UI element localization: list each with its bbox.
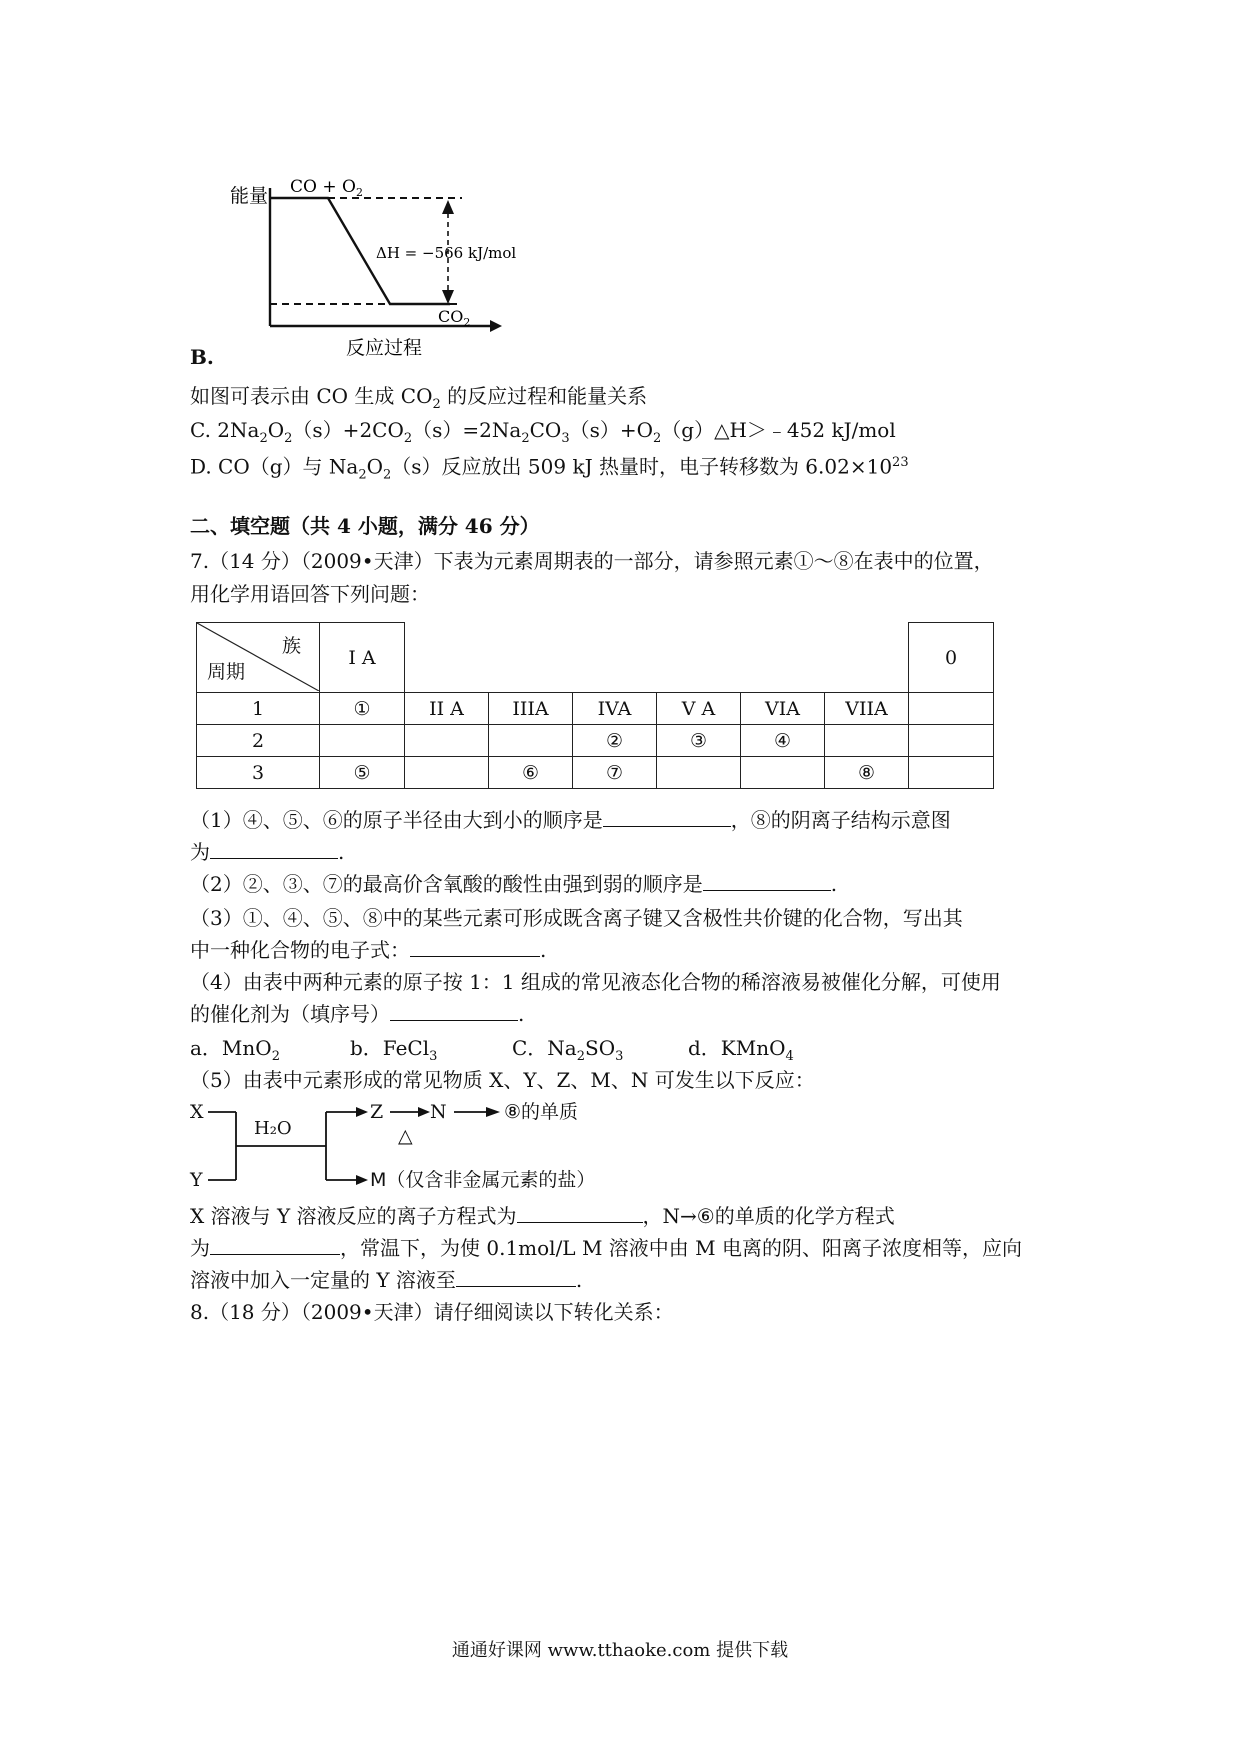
table-cell bbox=[909, 725, 994, 757]
table-cell: ⑥ bbox=[489, 757, 573, 789]
table-cell: VIA bbox=[741, 693, 825, 725]
table-cell bbox=[825, 725, 909, 757]
option-b-label: B. bbox=[190, 345, 214, 369]
table-cell bbox=[405, 725, 489, 757]
q7-part3-cont: 中一种化合物的电子式： . bbox=[190, 938, 547, 962]
scheme-h2o: H₂O bbox=[254, 1118, 292, 1139]
table-row-period-2 bbox=[197, 725, 994, 757]
table-cell bbox=[489, 725, 573, 757]
table-row-period-1 bbox=[197, 693, 994, 725]
periodic-table bbox=[196, 622, 994, 789]
table-cell bbox=[909, 693, 994, 725]
q7-part3: （3）①、④、⑤、⑧中的某些元素可形成既含离子键又含极性共价键的化合物，写出其 bbox=[190, 906, 963, 930]
energy-x-axis-label: 反应过程 bbox=[346, 337, 423, 359]
energy-delta-h-label: ΔH = −566 kJ/mol bbox=[376, 244, 517, 262]
table-cell: ② bbox=[573, 725, 657, 757]
answer-blank[interactable] bbox=[603, 806, 731, 827]
table-cell: ③ bbox=[657, 725, 741, 757]
energy-y-axis-label: 能量 bbox=[230, 185, 269, 207]
table-cell: VIIA bbox=[825, 693, 909, 725]
q7-part5-q1: X 溶液与 Y 溶液反应的离子方程式为 ，N→⑥的单质的化学方程式 bbox=[190, 1204, 895, 1228]
q7-part5-q2: 为 ，常温下，为使 0.1mol/L M 溶液中由 M 电离的阴、阳离子浓度相等，应向 bbox=[190, 1236, 1022, 1260]
q7-part5: （5）由表中元素形成的常见物质 X、Y、Z、M、N 可发生以下反应： bbox=[190, 1068, 815, 1092]
q7-intro-line1: 7.（14 分）（2009•天津）下表为元素周期表的一部分，请参照元素①～⑧在表中的位置， bbox=[190, 549, 994, 573]
reaction-scheme bbox=[186, 1098, 706, 1198]
table-cell: IVA bbox=[573, 693, 657, 725]
section-title: 二、填空题（共 4 小题，满分 46 分） bbox=[190, 514, 540, 538]
table-head-gap bbox=[405, 623, 909, 693]
answer-blank[interactable] bbox=[410, 936, 540, 957]
q7-part1: （1）④、⑤、⑥的原子半径由大到小的顺序是 ，⑧的阴离子结构示意图 bbox=[190, 808, 951, 832]
table-cell: II A bbox=[405, 693, 489, 725]
answer-blank[interactable] bbox=[210, 1234, 340, 1255]
answer-blank[interactable] bbox=[703, 870, 831, 891]
option-d: D. CO（g）与 $Na_2O_2(s)$反应放出 509 kJ 热量时，电子转移数为 $6.02\times 10^{23}$ bbox=[190, 454, 909, 483]
table-cell: ⑤ bbox=[320, 757, 405, 789]
q7-part4: （4）由表中两种元素的原子按 1：1 组成的常见液态化合物的稀溶液易被催化分解，可使用 bbox=[190, 970, 1001, 994]
table-cell: 2 bbox=[197, 725, 320, 757]
table-cell: ⑧ bbox=[825, 757, 909, 789]
table-cell: V A bbox=[657, 693, 741, 725]
option-c: C．$Na_2SO_3$ bbox=[512, 1036, 624, 1064]
energy-top-label: CO + $O_2$ bbox=[290, 177, 363, 199]
table-cell bbox=[320, 725, 405, 757]
option-b: b．FeCl$_3$ bbox=[350, 1036, 438, 1064]
scheme-n-product: ⑧的单质 bbox=[504, 1101, 579, 1123]
table-cell: ④ bbox=[741, 725, 825, 757]
scheme-x: X bbox=[190, 1101, 204, 1123]
energy-bottom-label: $CO_2$ bbox=[438, 307, 471, 329]
table-row-period-3 bbox=[197, 757, 994, 789]
q7-part1-cont: 为 . bbox=[190, 840, 345, 864]
table-cell: ① bbox=[320, 693, 405, 725]
energy-diagram bbox=[230, 168, 530, 368]
table-corner-cell bbox=[197, 623, 320, 693]
scheme-z: Z bbox=[370, 1101, 384, 1123]
option-b-description: 如图可表示由 CO 生成 $CO_2$ 的反应过程和能量关系 bbox=[190, 384, 648, 412]
answer-blank[interactable] bbox=[517, 1202, 643, 1223]
scheme-y: Y bbox=[190, 1169, 203, 1191]
q7-intro-line2: 用化学用语回答下列问题： bbox=[190, 582, 430, 606]
option-c: C. $2Na_2O_2(s)+2CO_2(s)=2Na_2CO_3(s)+O_2(g)\triangle H>﹣452$ kJ/mol bbox=[190, 418, 896, 446]
q7-part2: （2）②、③、⑦的最高价含氧酸的酸性由强到弱的顺序是 . bbox=[190, 872, 838, 896]
table-cell: IIIA bbox=[489, 693, 573, 725]
answer-blank[interactable] bbox=[390, 1000, 518, 1021]
table-head-1a: I A bbox=[320, 623, 405, 693]
table-head-0: 0 bbox=[909, 623, 994, 693]
table-cell bbox=[909, 757, 994, 789]
scheme-heat: △ bbox=[398, 1125, 413, 1147]
q7-part4-cont: 的催化剂为（填序号） . bbox=[190, 1002, 525, 1026]
table-corner-period: 周期 bbox=[207, 661, 246, 683]
table-corner-group: 族 bbox=[281, 635, 301, 657]
table-cell: 3 bbox=[197, 757, 320, 789]
table-cell bbox=[741, 757, 825, 789]
option-d: d．KMnO$_4$ bbox=[688, 1036, 794, 1064]
table-cell: ⑦ bbox=[573, 757, 657, 789]
scheme-n: N bbox=[430, 1101, 447, 1123]
scheme-m: M（仅含非金属元素的盐） bbox=[370, 1169, 596, 1191]
answer-blank[interactable] bbox=[210, 838, 338, 859]
q8-intro: 8.（18 分）（2009•天津）请仔细阅读以下转化关系： bbox=[190, 1300, 674, 1324]
table-cell bbox=[657, 757, 741, 789]
q7-part5-q3: 溶液中加入一定量的 Y 溶液至 . bbox=[190, 1268, 583, 1292]
option-a: a．MnO$_2$ bbox=[190, 1036, 280, 1064]
page-footer: 通通好课网 www.tthaoke.com 提供下载 bbox=[451, 1640, 789, 1661]
answer-blank[interactable] bbox=[456, 1266, 576, 1287]
table-cell: 1 bbox=[197, 693, 320, 725]
table-cell bbox=[405, 757, 489, 789]
